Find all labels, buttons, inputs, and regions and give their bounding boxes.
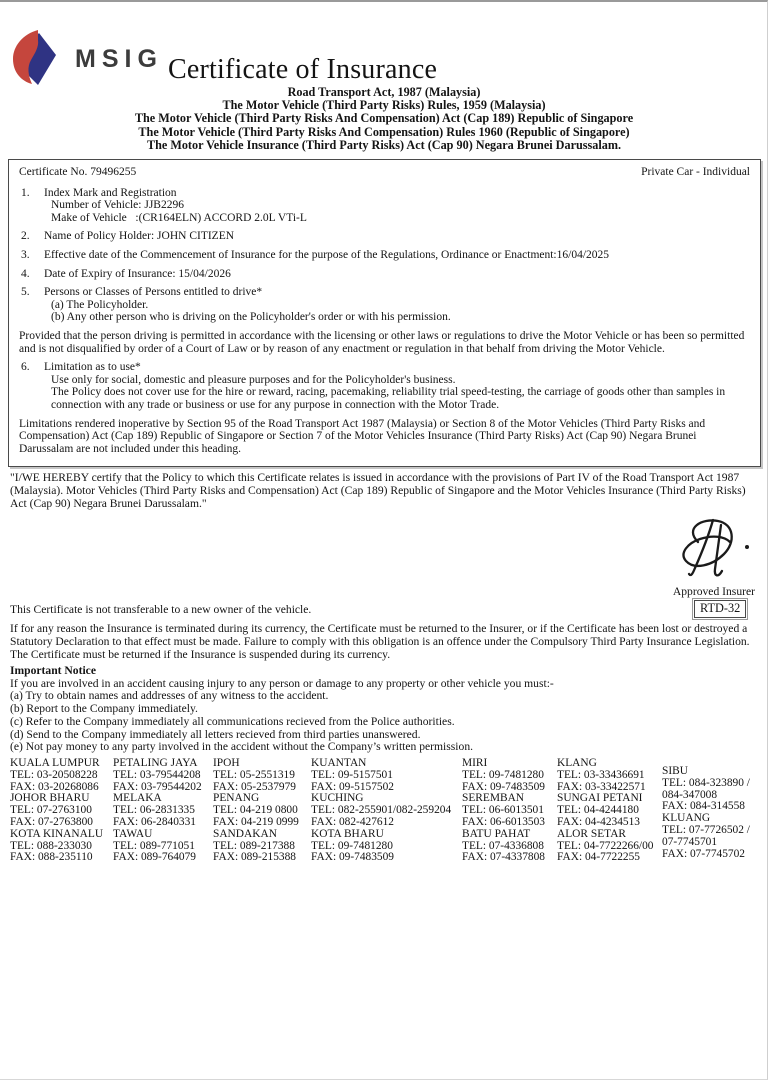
notice-point-d: (d) Send to the Company immediately all letters recieved from third parties unanswered. xyxy=(10,727,421,741)
item-text: Persons or Classes of Persons entitled to drive* xyxy=(44,286,263,299)
contact-line: TEL: 089-217388 xyxy=(213,839,295,852)
act-line: Road Transport Act, 1987 (Malaysia) xyxy=(287,85,481,99)
important-notice-intro: If you are involved in an accident causing injury to any person or damage to any property or other vehicle you must:- xyxy=(10,676,554,690)
contact-line: KUCHING xyxy=(311,792,364,805)
contact-column xyxy=(462,758,557,864)
contact-line: TEL: 07-2763100 xyxy=(10,804,92,817)
contact-line: KUALA LUMPUR xyxy=(10,757,100,769)
contact-line: TEL: 04-219 0800 xyxy=(213,804,298,817)
contact-line: TEL: 03-20508228 xyxy=(10,768,98,781)
act-line: The Motor Vehicle (Third Party Risks And Compensation) Act (Cap 189) Republic of Singapore xyxy=(134,111,634,126)
contact-line: PENANG xyxy=(213,792,260,805)
contact-line: FAX: 04-4234513 xyxy=(557,815,641,828)
policy-class: Private Car - Individual xyxy=(641,166,750,178)
important-notice-heading: Important Notice xyxy=(10,664,96,677)
contact-line: SUNGAI PETANI xyxy=(557,792,643,805)
contact-directory xyxy=(10,758,762,864)
contact-line: FAX: 03-79544202 xyxy=(113,780,202,793)
acts-list xyxy=(0,86,768,152)
item-number: 3. xyxy=(21,248,30,261)
contact-line: FAX: 03-33422571 xyxy=(557,780,646,793)
contact-line: 084-347008 xyxy=(662,788,718,801)
notice-point-e: (e) Not pay money to any party involved in the accident without the Company’s written permission. xyxy=(10,740,474,754)
contact-line: TEL: 07-4336808 xyxy=(462,839,544,852)
rtd-stamp-text: RTD-32 xyxy=(694,600,746,618)
contact-line: FAX: 082-427612 xyxy=(311,815,395,828)
contact-line: BATU PAHAT xyxy=(462,827,531,840)
contact-line: FAX: 07-7745702 xyxy=(662,847,746,860)
item-number: 6. xyxy=(21,361,30,374)
contact-line: TEL: 07-7726502 / xyxy=(662,823,750,836)
item-expiry-date xyxy=(19,268,750,281)
contact-line: SIBU xyxy=(662,765,688,777)
item-number: 2. xyxy=(21,230,30,243)
item-number: 4. xyxy=(21,267,30,280)
contact-column xyxy=(557,758,662,864)
item-text: Limitation as to use* xyxy=(44,361,141,374)
suspended-text: The Certificate must be returned if the Insurance is suspended during its currency. xyxy=(10,648,391,661)
rtd-stamp xyxy=(692,598,748,620)
contact-line: TEL: 09-7481280 xyxy=(462,768,544,781)
contact-line: TEL: 09-7481280 xyxy=(311,839,393,852)
contact-line: KUANTAN xyxy=(311,757,367,769)
insurer-signature xyxy=(668,516,752,585)
contact-line: 07-7745701 xyxy=(662,835,718,848)
contact-line: KOTA BHARU xyxy=(311,827,384,840)
contact-line: TEL: 089-771051 xyxy=(113,839,195,852)
approved-insurer-label: Approved Insurer xyxy=(672,585,755,598)
contact-line: MELAKA xyxy=(113,792,162,805)
contact-line: TEL: 05-2551319 xyxy=(213,768,295,781)
contact-line: FAX: 03-20268086 xyxy=(10,780,99,793)
item-effective-date xyxy=(19,249,750,262)
contact-line: FAX: 07-2763800 xyxy=(10,815,94,828)
contact-line: JOHOR BHARU xyxy=(10,792,90,805)
vehicle-number: Number of Vehicle: JJB2296 xyxy=(51,199,184,212)
contact-line: FAX: 089-215388 xyxy=(213,851,297,864)
contact-column xyxy=(662,766,762,864)
act-line: The Motor Vehicle (Third Party Risks And Compensation) Rules 1960 (Republic of Singapore) xyxy=(138,124,630,139)
notice-point-b: (b) Report to the Company immediately. xyxy=(10,702,198,716)
certify-statement: "I/WE HEREBY certify that the Policy to which this Certificate relates is issued in accordance with the provisions of Part IV of the Road Transport Act 1987 (Malaysia). Motor Vehicles (Third Party Risks and Compensation) Act (Cap 189) Republic of Singapore and the Motor Vehicles Insurance (Third Party Risks) Act (Cap 90) Negara Brunei Darussalam." xyxy=(10,471,746,510)
contact-line: TEL: 04-4244180 xyxy=(557,804,639,817)
contact-line: FAX: 05-2537979 xyxy=(213,780,297,793)
item-text: Effective date of the Commencement of Insurance for the purpose of the Regulations, Ordinance or Enactment:16/04/2025 xyxy=(44,248,610,261)
contact-line: KOTA KINANALU xyxy=(10,827,104,840)
contact-line: FAX: 09-5157502 xyxy=(311,780,395,793)
important-notice xyxy=(10,665,763,754)
item-number: 1. xyxy=(21,186,30,199)
contact-line: FAX: 06-2840331 xyxy=(113,815,197,828)
contact-line: FAX: 084-314558 xyxy=(662,800,746,813)
limitations-clause: Limitations rendered inoperative by Section 95 of the Road Transport Act 1987 (Malaysia) or Section 8 of the Motor Vehicles (Third Party Risks and Compensation) Act (Cap 189) Republic of Singapore or Section 7 of the Motor Vehicles Insurance (Third Party Risks) Act (Cap 90) Negara Brunei Darussalam are not included under this heading. xyxy=(19,417,706,455)
contact-line: TEL: 082-255901/082-259204 xyxy=(311,804,452,817)
provided-clause: Provided that the person driving is permitted in accordance with the licensing or other laws or regulations to drive the Motor Vehicle or has been so permitted and is not disqualified by order of a Court of Law or by reason of any enactment or regulation in that behalf from driving the Motor Vehicle. xyxy=(19,329,745,355)
contact-line: TAWAU xyxy=(113,827,153,840)
act-line: The Motor Vehicle Insurance (Third Party Risks) Act (Cap 90) Negara Brunei Darussalam. xyxy=(146,137,622,152)
item-limitation-use xyxy=(19,361,750,411)
item-policy-holder xyxy=(19,230,750,243)
item-text: Index Mark and Registration xyxy=(44,186,177,199)
contact-line: FAX: 088-235110 xyxy=(10,851,93,864)
contact-line: TEL: 088-233030 xyxy=(10,839,92,852)
document-title: Certificate of Insurance xyxy=(168,54,438,85)
contact-line: TEL: 06-6013501 xyxy=(462,804,544,817)
contact-column xyxy=(10,758,113,864)
contact-line: IPOH xyxy=(213,757,240,769)
contact-line: KLUANG xyxy=(662,812,711,825)
contact-line: TEL: 03-79544208 xyxy=(113,768,201,781)
contact-line: TEL: 09-5157501 xyxy=(311,768,393,781)
contact-line: FAX: 089-764079 xyxy=(113,851,197,864)
item-persons-entitled xyxy=(19,286,750,324)
certificate-number: Certificate No. 79496255 xyxy=(19,166,137,178)
msig-logo-icon xyxy=(10,29,57,92)
act-line: The Motor Vehicle (Third Party Risks) Rules, 1959 (Malaysia) xyxy=(222,98,546,113)
use-line-1: Use only for social, domestic and pleasure purposes and for the Policyholder's business. xyxy=(51,373,456,386)
entitled-b: (b) Any other person who is driving on the Policyholder's order or with his permission. xyxy=(51,311,451,324)
certificate-box xyxy=(8,159,761,467)
not-transferable-note: This Certificate is not transferable to a new owner of the vehicle. xyxy=(10,603,312,616)
contact-line: SANDAKAN xyxy=(213,827,277,840)
contact-line: FAX: 06-6013503 xyxy=(462,815,546,828)
contact-column xyxy=(213,758,311,864)
item-number: 5. xyxy=(21,286,30,299)
item-index-mark xyxy=(19,187,750,225)
item-text: Name of Policy Holder: JOHN CITIZEN xyxy=(44,230,235,243)
vehicle-make: Make of Vehicle :(CR164ELN) ACCORD 2.0L VTi-L xyxy=(51,211,307,224)
contact-line: FAX: 04-7722255 xyxy=(557,851,641,864)
contact-line: PETALING JAYA xyxy=(113,757,198,769)
termination-text: If for any reason the Insurance is terminated during its currency, the Certificate must be returned to the Insurer, or if the Certificate has been lost or destroyed a Statutory Declaration to that effect must be made. Failure to comply with this obligation is an offence under the Compulsory Third Party Insurance Legislation. xyxy=(10,622,750,648)
contact-line: FAX: 04-219 0999 xyxy=(213,815,299,828)
contact-line: FAX: 09-7483509 xyxy=(462,780,546,793)
contact-line: KLANG xyxy=(557,757,597,769)
contact-line: TEL: 084-323890 / xyxy=(662,776,750,789)
notice-point-c: (c) Refer to the Company immediately all communications recieved from the Police authorities. xyxy=(10,714,455,728)
notice-point-a: (a) Try to obtain names and addresses of any witness to the accident. xyxy=(10,689,329,703)
contact-column xyxy=(311,758,462,864)
use-line-2: The Policy does not cover use for the hire or reward, racing, pacemaking, reliability trial speed-testing, the carriage of goods other than samples in connection with any trade or business or use for any purpose in connection with the Motor Trade. xyxy=(51,386,728,411)
contact-line: TEL: 06-2831335 xyxy=(113,804,195,817)
contact-line: MIRI xyxy=(462,757,488,769)
termination-note xyxy=(10,622,763,661)
contact-line: FAX: 07-4337808 xyxy=(462,851,546,864)
contact-line: TEL: 04-7722266/00 xyxy=(557,839,654,852)
item-text: Date of Expiry of Insurance: 15/04/2026 xyxy=(44,267,231,280)
contact-line: ALOR SETAR xyxy=(557,827,627,840)
contact-line: FAX: 09-7483509 xyxy=(311,851,395,864)
brand-wordmark: MSIG xyxy=(75,45,163,73)
contact-column xyxy=(113,758,213,864)
contact-line: TEL: 03-33436691 xyxy=(557,768,645,781)
contact-line: SEREMBAN xyxy=(462,792,525,805)
entitled-a: (a) The Policyholder. xyxy=(51,298,149,311)
